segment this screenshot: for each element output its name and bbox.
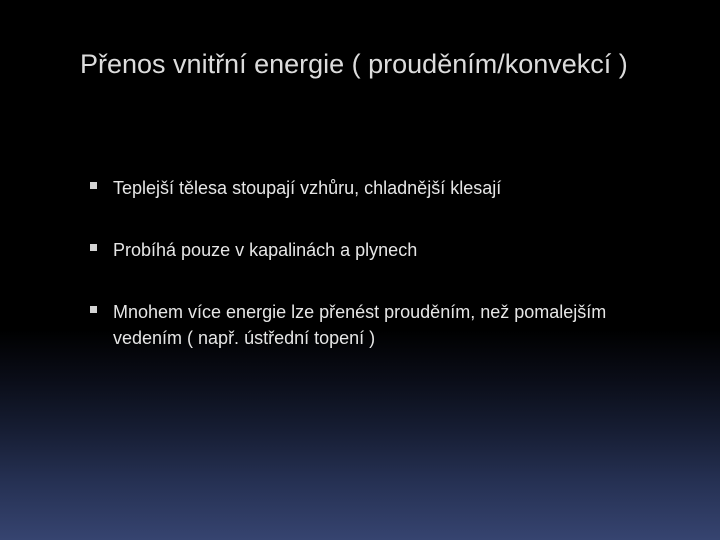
bullet-item <box>90 237 680 263</box>
bullet-text: Probíhá pouze v kapalinách a plynech <box>113 240 418 260</box>
bullet-item <box>90 299 680 351</box>
square-bullet-icon <box>90 182 97 189</box>
slide-title: Přenos vnitřní energie ( prouděním/konvekcí ) <box>80 49 628 79</box>
square-bullet-icon <box>90 244 97 251</box>
square-bullet-icon <box>90 306 97 313</box>
bullet-text: Teplejší tělesa stoupají vzhůru, chladnější klesají <box>113 178 502 198</box>
bullet-item <box>90 175 680 201</box>
bullet-text: Mnohem více energie lze přenést prouděním, než pomalejším vedením ( např. ústřední topení ) <box>113 302 607 348</box>
